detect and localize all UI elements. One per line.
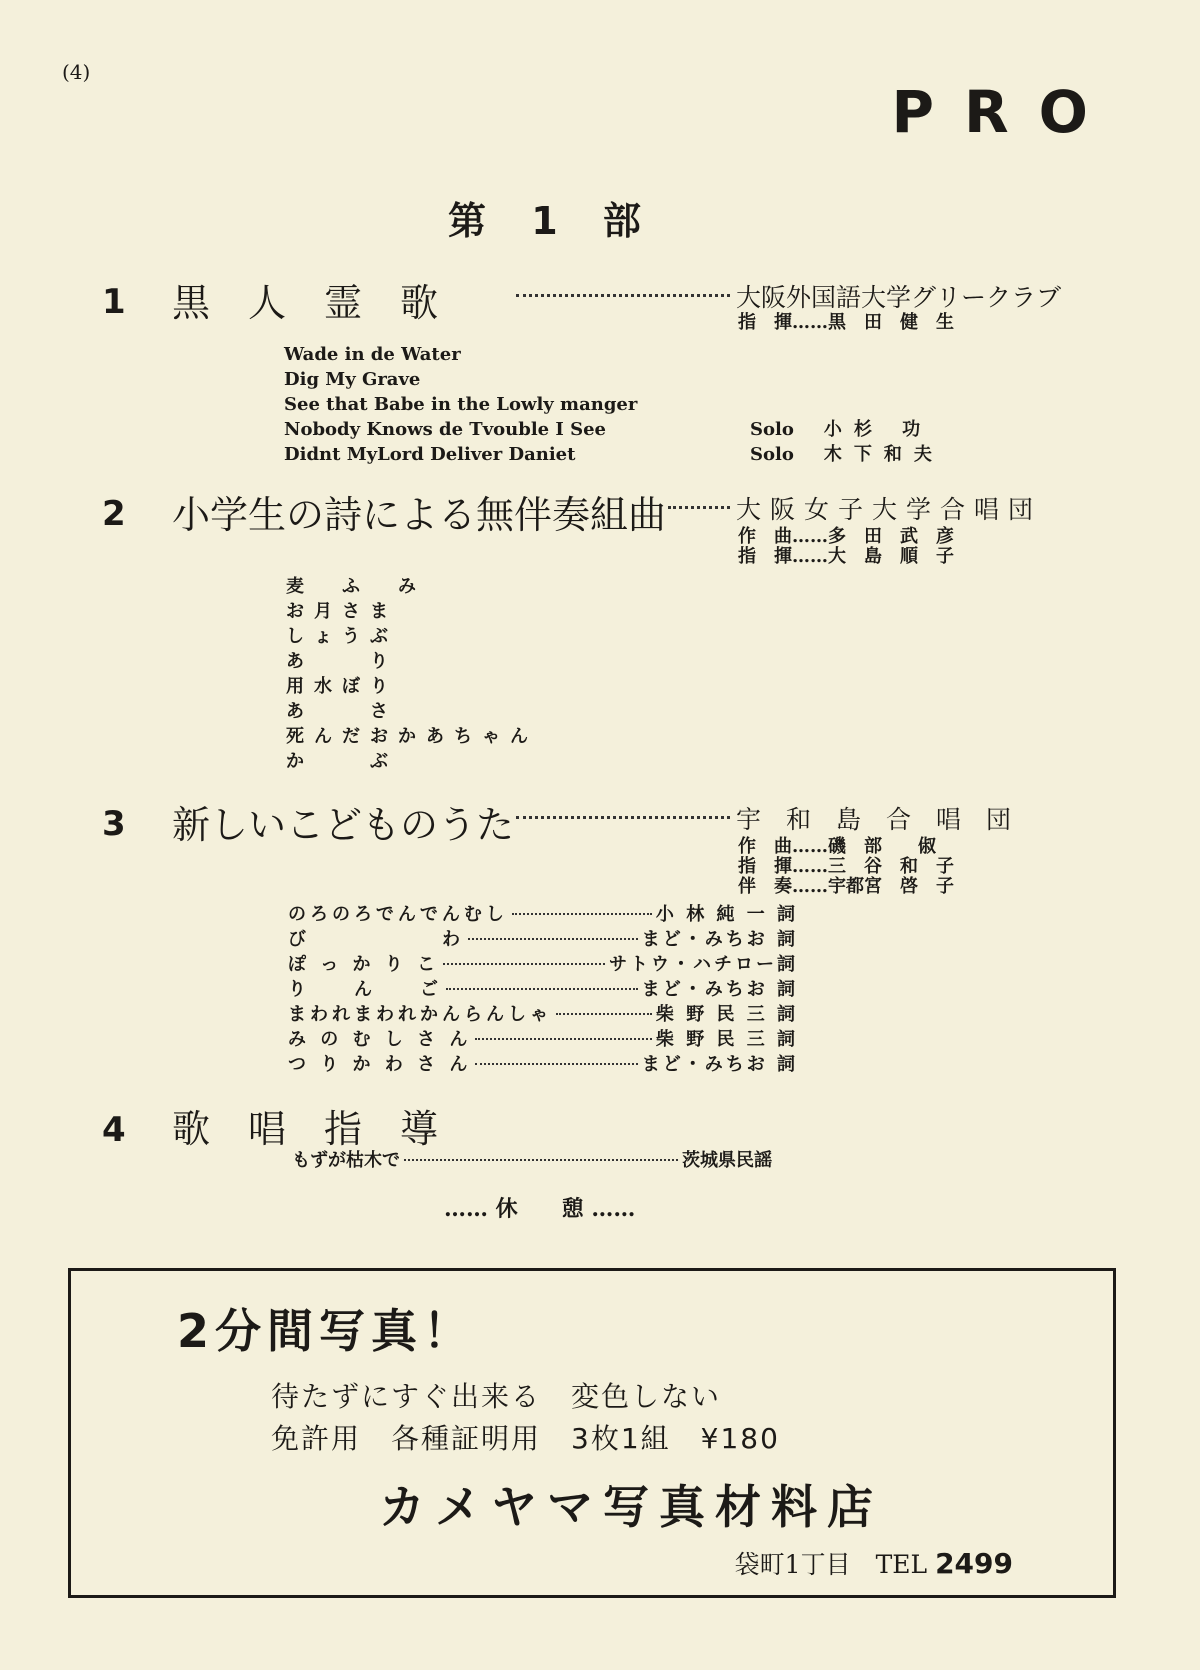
song-author: まど・みちお 詞: [641, 929, 798, 950]
song-author: 小 林 純 一 詞: [655, 904, 798, 925]
song-author: 柴 野 民 三 詞: [655, 1004, 798, 1025]
section-3-title: 新しいこどものうた: [172, 803, 515, 847]
ad-telephone: 2499: [935, 1547, 1013, 1580]
list-item: あ さ: [286, 701, 398, 722]
solo-label: Solo: [750, 419, 794, 440]
section-3-credit: 伴 奏……宇都宮 啓 子: [738, 876, 954, 897]
page-number: (4): [62, 60, 91, 84]
list-item: か ぶ: [286, 751, 398, 772]
part-title: 第 1 部: [448, 199, 641, 243]
list-item: [288, 1027, 798, 1052]
advertisement-box: [68, 1268, 1116, 1598]
list-item: [288, 927, 798, 952]
ad-line-2: 免許用 各種証明用 3枚1組 ¥180: [271, 1422, 780, 1455]
leader-dots: [475, 1063, 637, 1065]
section-1-performer: 大阪外国語大学グリークラブ: [736, 283, 1062, 312]
song-title: ぽ っ か り こ: [288, 954, 440, 975]
song-title: り ん ご: [288, 979, 442, 1000]
song-title: まわれまわれかんらんしゃ: [288, 1004, 552, 1025]
list-item: [288, 977, 798, 1002]
leader-dots: [512, 913, 652, 915]
solo-name: 小杉 功: [823, 419, 933, 440]
solo-row: [750, 442, 944, 467]
program-header: PRO: [891, 78, 1118, 146]
ad-headline: 2分間写真！: [177, 1304, 476, 1358]
section-3-number: 3: [102, 804, 126, 844]
song-author: まど・みちお 詞: [641, 979, 798, 1000]
section-3-songs: [288, 902, 798, 1077]
list-item: お月さま: [286, 601, 398, 622]
section-4-number: 4: [102, 1110, 126, 1150]
list-item: Nobody Knows de Tvouble I See: [284, 419, 606, 440]
song-title: び わ: [288, 929, 464, 950]
song-title: もずが枯木で: [292, 1150, 400, 1171]
song-source: 茨城県民謡: [682, 1150, 772, 1171]
song-author: サトウ・ハチロー詞: [609, 954, 798, 975]
ad-address: [735, 1545, 1013, 1581]
section-4-song: [292, 1146, 772, 1172]
ad-line-1: 待たずにすぐ出来る 変色しない: [271, 1380, 722, 1413]
section-2-credit: 指 揮……大 島 順 子: [738, 546, 954, 567]
ad-address-text: 袋町1丁目 TEL: [734, 1550, 936, 1579]
leader-dots: [468, 938, 638, 940]
song-title: み の む し さ ん: [288, 1029, 472, 1050]
section-2-leader: [668, 506, 730, 509]
leader-dots: [443, 963, 605, 965]
leader-dots: [446, 988, 638, 990]
solo-name: 木下和夫: [823, 444, 944, 465]
list-item: 麦 ふ み: [286, 576, 426, 597]
solo-label: Solo: [750, 444, 794, 465]
leader-dots: [556, 1013, 652, 1015]
section-1-solos: [750, 417, 944, 467]
list-item: Dig My Grave: [284, 369, 421, 390]
section-3-leader: [516, 816, 730, 819]
list-item: 死んだおかあちゃん: [286, 726, 538, 747]
song-title: のろのろでんでんむし: [288, 904, 508, 925]
list-item: あ り: [286, 651, 398, 672]
section-1-leader: [516, 294, 730, 297]
list-item: 用水ぼり: [286, 676, 398, 697]
leader-dots: [475, 1038, 652, 1040]
list-item: See that Babe in the Lowly manger: [284, 394, 638, 415]
section-3-credit: 作 曲……磯 部 俶: [738, 836, 936, 857]
section-2-number: 2: [102, 494, 126, 534]
song-author: 柴 野 民 三 詞: [655, 1029, 798, 1050]
ad-store-name: カメヤマ写真材料店: [379, 1480, 883, 1534]
list-item: しょうぶ: [286, 626, 398, 647]
list-item: [288, 902, 798, 927]
section-2-songs: [286, 574, 538, 774]
list-item: [288, 1052, 798, 1077]
section-2-performer: 大阪女子大学合唱団: [736, 495, 1043, 524]
leader-dots: [404, 1159, 678, 1161]
section-4-title: 歌 唱 指 導: [172, 1107, 439, 1151]
section-1-title: 黒 人 霊 歌: [172, 281, 439, 325]
intermission: …… 休 憩 ……: [444, 1196, 636, 1222]
solo-row: [750, 417, 944, 442]
section-3-performer: 宇 和 島 合 唱 団: [736, 805, 1012, 834]
list-item: [288, 952, 798, 977]
list-item: Didnt MyLord Deliver Daniet: [284, 444, 576, 465]
section-1-number: 1: [102, 282, 126, 322]
list-item: Wade in de Water: [284, 344, 461, 365]
song-title: つ り か わ さ ん: [288, 1054, 472, 1075]
section-1-songs: [284, 342, 637, 467]
section-2-title: 小学生の詩による無伴奏組曲: [172, 493, 667, 537]
section-3-credit: 指 揮……三 谷 和 子: [738, 856, 954, 877]
list-item: [288, 1002, 798, 1027]
song-author: まど・みちお 詞: [641, 1054, 798, 1075]
section-1-credit: 指 揮……黒 田 健 生: [738, 312, 954, 333]
section-2-credit: 作 曲……多 田 武 彦: [738, 526, 954, 547]
